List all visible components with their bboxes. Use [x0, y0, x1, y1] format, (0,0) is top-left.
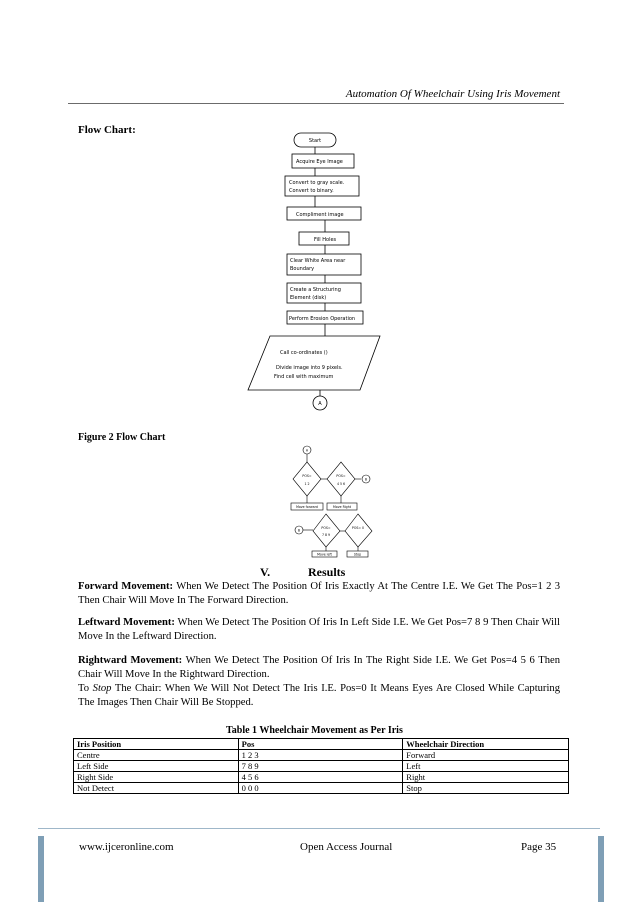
table-cell: 0 0 0 — [238, 783, 403, 794]
decision-label-d3a: POS= — [321, 526, 331, 530]
stop-text: The Chair: When We Will Not Detect The Iris I.E. Pos=0 It Means Eyes Are Closed While Capturing The Images Then Chair Will Be Stopped. — [78, 683, 560, 708]
flow-step-fill: Fill Holes — [314, 237, 337, 243]
decision-pos-456 — [327, 462, 355, 496]
decision-pos-0 — [345, 514, 372, 547]
table-cell: 7 8 9 — [238, 761, 403, 772]
footer-journal: Open Access Journal — [300, 841, 393, 853]
section-number: V. — [260, 565, 271, 579]
rightward-paragraph — [78, 654, 560, 682]
decision-pos-123 — [293, 462, 321, 496]
table-row — [74, 761, 569, 772]
decision-label-d3b: 7 8 9 — [321, 533, 331, 537]
decision-label-b-left: B — [297, 528, 301, 533]
running-title: Automation Of Wheelchair Using Iris Movement — [345, 88, 560, 100]
decision-diagram — [285, 443, 380, 558]
table-cell: Centre — [74, 750, 239, 761]
flowchart-heading: Flow Chart: — [78, 124, 136, 136]
leftward-label: Leftward Movement: — [78, 617, 175, 628]
table-cell: 1 2 3 — [238, 750, 403, 761]
table-cell: Stop — [403, 783, 569, 794]
figure-caption: Figure 2 Flow Chart — [78, 432, 166, 443]
decision-label-left: Move left — [317, 552, 332, 557]
flow-step-structuring: Create a Structuring — [290, 287, 341, 293]
decision-label-forward: Move forward — [296, 505, 318, 509]
table-row — [74, 772, 569, 783]
table-cell: Forward — [403, 750, 569, 761]
flow-step-disk: Element (disk) — [290, 295, 327, 301]
stop-word: Stop — [92, 683, 112, 694]
decision-label-b-right: B — [364, 477, 368, 482]
footer-bar-right — [598, 836, 604, 902]
leftward-paragraph — [78, 616, 560, 644]
flow-step-gray: Convert to gray scale. — [289, 180, 345, 186]
stop-prefix: To — [78, 683, 93, 694]
table-header-cell: Wheelchair Direction — [403, 739, 569, 750]
table-cell: Left — [403, 761, 569, 772]
coordinates-parallelogram — [248, 336, 380, 390]
footer-website: www.ijceronline.com — [79, 841, 174, 853]
decision-label-a: A — [305, 448, 309, 453]
flow-step-divide: Divide image into 9 pixels. — [276, 365, 343, 371]
flow-step-call: Call co-ordinates () — [280, 350, 328, 356]
decision-label-d1a: POS= — [302, 474, 312, 478]
table-cell: Right Side — [74, 772, 239, 783]
decision-label-d2b: 4 5 6 — [336, 482, 346, 486]
table-header-cell: Pos — [238, 739, 403, 750]
section-title: Results — [308, 565, 346, 579]
rightward-text: When We Detect The Position Of Iris In The Right Side I.E. We Get Pos=4 5 6 Then Chair Will Move In the Rightward Direction. — [78, 655, 560, 680]
table-row — [74, 783, 569, 794]
flow-step-binary: Convert to binary. — [289, 188, 334, 194]
forward-label: Forward Movement: — [78, 581, 174, 592]
decision-label-right: Move Right — [333, 505, 351, 509]
flow-step-erosion: Perform Erosion Operation — [289, 316, 356, 322]
table-cell: Left Side — [74, 761, 239, 772]
flowchart-diagram — [240, 128, 390, 414]
footer-page-number: Page 35 — [521, 841, 557, 853]
flow-step-start: Start — [308, 138, 322, 144]
header-divider — [68, 103, 564, 104]
table-row — [74, 750, 569, 761]
table-caption: Table 1 Wheelchair Movement as Per Iris — [226, 725, 403, 736]
leftward-text: When We Detect The Position Of Iris In Left Side I.E. We Get Pos=7 8 9 Then Chair Will Move In the Leftward Direction. — [78, 617, 560, 642]
flow-step-find: Find cell with maximum — [274, 374, 334, 380]
decision-label-d1b: 1 2 — [304, 482, 310, 486]
table-cell: Not Detect — [74, 783, 239, 794]
footer-bar-left — [38, 836, 44, 902]
decision-label-stop: Stop — [353, 552, 362, 557]
flow-step-compliment: Compliment image — [296, 212, 344, 218]
flow-step-boundary: Boundary — [290, 266, 315, 272]
forward-paragraph — [78, 580, 560, 608]
table-header-cell: Iris Position — [74, 739, 239, 750]
movement-table — [73, 738, 569, 794]
rightward-label: Rightward Movement: — [78, 655, 183, 666]
forward-text: When We Detect The Position Of Iris Exactly At The Centre I.E. We Get The Pos=1 2 3 Then Chair Will Move In The Forward Direction. — [78, 581, 560, 606]
table-cell: 4 5 6 — [238, 772, 403, 783]
stop-paragraph — [78, 682, 560, 710]
flow-step-connector: A — [318, 401, 322, 407]
decision-label-d4: POS= 0 — [351, 526, 365, 530]
footer-divider — [38, 828, 600, 829]
flow-step-acquire: Acquire Eye Image — [296, 159, 343, 165]
flow-step-clear: Clear White Area near — [290, 258, 346, 264]
decision-label-d2a: POS= — [336, 474, 346, 478]
decision-pos-789 — [313, 514, 340, 547]
table-cell: Right — [403, 772, 569, 783]
table-header-row — [74, 739, 569, 750]
